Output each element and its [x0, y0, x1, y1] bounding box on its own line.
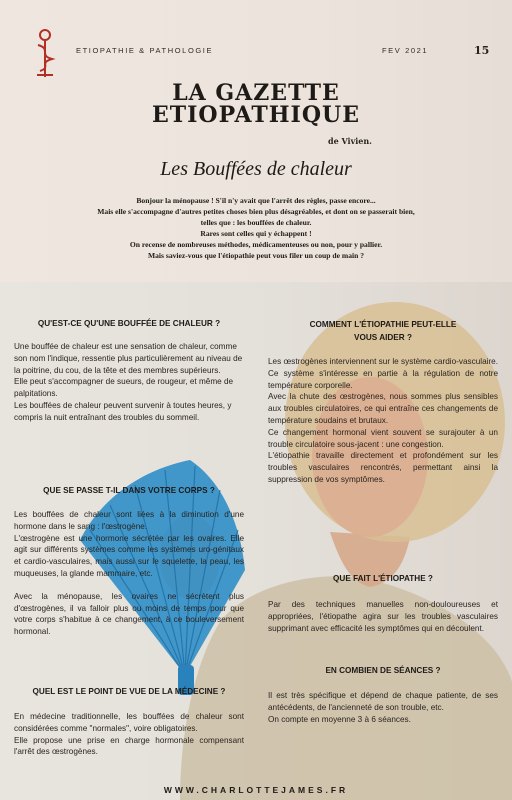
intro-paragraph: [40, 195, 472, 262]
right-section-3-heading: EN COMBIEN DE SÉANCES ?: [325, 666, 441, 675]
issue-date: FEV 2021: [382, 46, 429, 55]
heading-line: COMMENT L'ÉTIOPATHIE PEUT-ELLE: [309, 320, 457, 329]
right-section-1-heading: [268, 319, 498, 344]
paragraph: Les bouffées de chaleur sont liées à la diminution d'une hormone dans le sang : l'œstrogène.: [14, 510, 244, 531]
paragraph: L'œstrogène est une hormone sécrétée par les ovaires. Elle agit sur différents systèmes comme les systèmes uro-génitaux et cardio-vasculaires, mais aussi sur le squelette, la peau, les muqueuses, la glande mammaire, etc.: [14, 533, 244, 578]
masthead-line1: LA GAZETTE: [172, 80, 340, 106]
article-subtitle: Les Bouffées de chaleur: [160, 158, 352, 180]
paragraph: Il est très spécifique et dépend de chaque patiente, de ses antécédents, de l'ancienneté de son trouble, etc.: [268, 691, 498, 712]
intro-line: Mais saviez-vous que l'étiopathie peut vous filer un coup de main ?: [147, 251, 365, 261]
paragraph: L'étiopathie travaille directement et profondément sur les troubles vasculaires rencontrés, permettant ainsi la suppression de vos symptômes.: [268, 451, 498, 484]
left-section-3-body: [14, 711, 244, 758]
left-section-1-body: [14, 341, 244, 424]
paragraph: Elle propose une prise en charge hormonale compensant l'arrêt des œstrogènes.: [14, 735, 244, 757]
byline: de Vivien.: [328, 136, 372, 146]
paragraph: Avec la chute des œstrogènes, nous sommes plus sensibles aux troubles circulatoires, ce qui entraîne ces changements de température soudains et brutaux.: [268, 392, 498, 425]
paragraph: Ce changement hormonal vient souvent se surajouter à un trouble circulatoire sous-jacent : une congestion.: [268, 427, 498, 449]
right-section-3-body: [268, 690, 498, 725]
masthead-line2: ETIOPATHIQUE: [152, 102, 360, 128]
right-section-2-body: [268, 599, 498, 634]
intro-line: telles que : les bouffées de chaleur.: [200, 218, 312, 228]
kicker-label: ETIOPATHIE & PATHOLOGIE: [76, 46, 214, 55]
caduceus-logo-icon: [32, 27, 58, 79]
footer-website[interactable]: WWW.CHARLOTTEJAMES.FR: [163, 785, 349, 795]
paragraph: Une bouffée de chaleur est une sensation de chaleur, comme son nom l'indique, ressentie plus particulièrement au niveau de la poitrine, du cou, de la tête et des membres supérieurs.: [14, 342, 243, 375]
paragraph: On compte en moyenne 3 à 6 séances.: [268, 714, 411, 724]
intro-line: Mais elle s'accompagne d'autres petites choses bien plus désagréables, et dont on se passerait bien,: [97, 207, 415, 217]
left-section-1-heading: QU'EST-CE QU'UNE BOUFFÉE DE CHALEUR ?: [37, 319, 221, 328]
left-section-2-heading: QUE SE PASSE T-IL DANS VOTRE CORPS ?: [43, 486, 215, 495]
left-section-3-heading: QUEL EST LE POINT DE VUE DE LA MÉDECINE ?: [32, 687, 226, 696]
intro-line: On recense de nombreuses méthodes, médicamenteuses ou non, pour y pallier.: [129, 240, 383, 250]
paragraph: Elle peut s'accompagner de sueurs, de rougeur, et même de palpitations.: [14, 377, 234, 399]
left-section-2-body: [14, 509, 244, 638]
intro-line: Rares sont celles qui y échappent !: [200, 229, 312, 239]
paragraph: Avec la ménopause, les ovaires ne sécrètent plus d'œstrogènes, il va falloir plus ou moins de temps pour que votre corps s'habitue à ce changement, à ce bouleversement hormonal.: [14, 591, 244, 637]
paragraph: Les bouffées de chaleur peuvent survenir à toutes heures, y compris la nuit entraînant des troubles du sommeil.: [14, 400, 232, 422]
intro-line: Bonjour la ménopause ! S'il n'y avait que l'arrêt des règles, passe encore...: [136, 196, 376, 205]
page-number: 15: [474, 44, 490, 57]
paragraph: Par des techniques manuelles non-douloureuses et appropriées, l'étiopathe agira sur les troubles vasculaires supprimant avec efficacité les symptômes qui en découlent.: [268, 600, 498, 633]
paragraph: Les œstrogènes interviennent sur le système cardio-vasculaire. Ce système s'intéresse en partie à la régulation de notre température corporelle.: [268, 357, 498, 390]
paragraph: En médecine traditionnelle, les bouffées de chaleur sont considérées comme "normales", voire obligatoires.: [14, 712, 244, 733]
right-section-1-body: [268, 356, 498, 486]
heading-line: VOUS AIDER ?: [354, 332, 412, 342]
right-section-2-heading: QUE FAIT L'ÉTIOPATHE ?: [333, 574, 433, 583]
